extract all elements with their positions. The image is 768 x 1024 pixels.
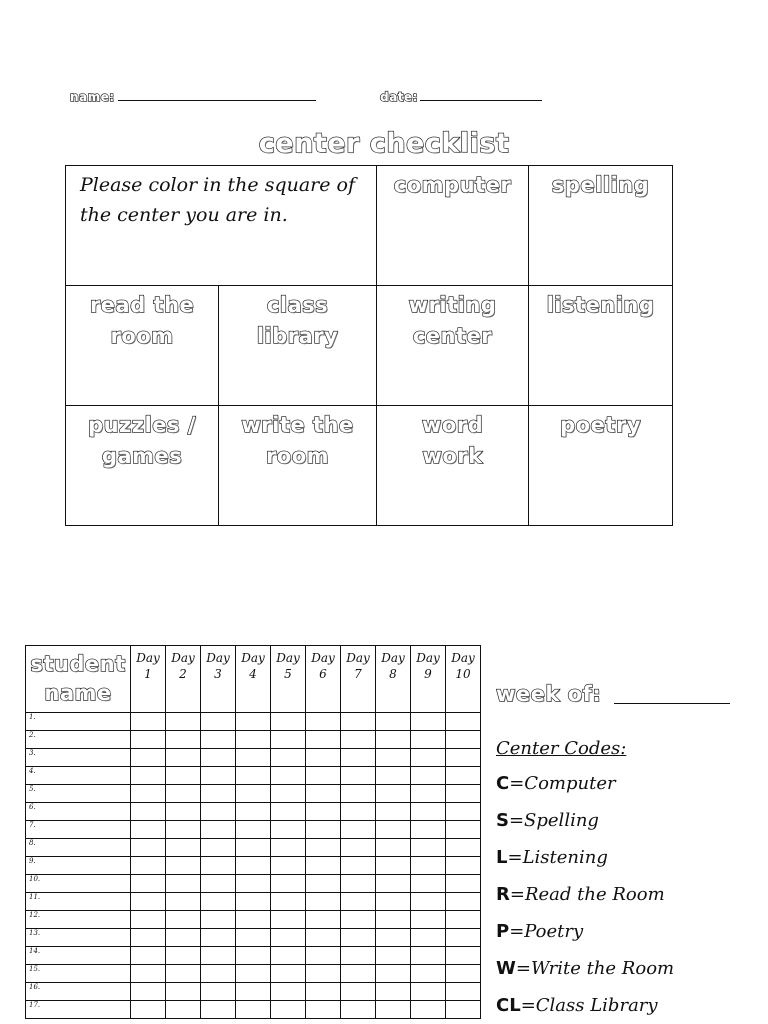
day-entry-cell[interactable] [446, 1001, 481, 1019]
day-entry-cell[interactable] [166, 713, 201, 731]
instructions-text: Please color in the square of the center you are in. [80, 174, 356, 226]
day-entry-cell[interactable] [236, 857, 271, 875]
day-entry-cell[interactable] [166, 893, 201, 911]
name-line [118, 100, 316, 101]
day-entry-cell[interactable] [341, 821, 376, 839]
day-entry-cell[interactable] [166, 983, 201, 1001]
day-header-7 [341, 646, 376, 713]
center-code-item [496, 958, 674, 979]
day-entry-cell[interactable] [166, 821, 201, 839]
day-entry-cell[interactable] [236, 731, 271, 749]
day-entry-cell[interactable] [411, 911, 446, 929]
day-header-5 [271, 646, 306, 713]
day-entry-cell[interactable] [131, 929, 166, 947]
day-entry-cell[interactable] [306, 947, 341, 965]
day-entry-cell[interactable] [201, 857, 236, 875]
day-number: 1 [144, 667, 152, 681]
day-entry-cell[interactable] [131, 785, 166, 803]
day-entry-cell[interactable] [376, 767, 411, 785]
day-entry-cell[interactable] [306, 803, 341, 821]
table-row [26, 929, 481, 947]
day-entry-cell[interactable] [411, 965, 446, 983]
day-entry-cell[interactable] [166, 1001, 201, 1019]
center-cell-read-the-room[interactable] [65, 285, 219, 406]
code-description: =Write the Room [515, 958, 675, 979]
day-entry-cell[interactable] [341, 875, 376, 893]
day-entry-cell[interactable] [236, 839, 271, 857]
center-cell-write-the-room[interactable] [218, 405, 377, 526]
center-tracking-table [25, 645, 481, 1019]
day-entry-cell[interactable] [271, 767, 306, 785]
table-row [26, 749, 481, 767]
day-entry-cell[interactable] [201, 893, 236, 911]
day-entry-cell[interactable] [376, 857, 411, 875]
day-entry-cell[interactable] [446, 731, 481, 749]
day-entry-cell[interactable] [271, 749, 306, 767]
day-entry-cell[interactable] [411, 731, 446, 749]
student-name-cell[interactable]: 9. [26, 857, 131, 875]
day-word: Day [206, 651, 230, 665]
center-label: word work [421, 413, 484, 468]
table-row [26, 821, 481, 839]
day-entry-cell[interactable] [446, 983, 481, 1001]
student-name-cell[interactable]: 6. [26, 803, 131, 821]
week-of-line [614, 703, 730, 704]
day-number: 10 [455, 667, 471, 681]
day-entry-cell[interactable] [341, 731, 376, 749]
center-code-item [496, 921, 583, 942]
student-name-cell[interactable]: 15. [26, 965, 131, 983]
day-entry-cell[interactable] [131, 965, 166, 983]
day-entry-cell[interactable] [166, 839, 201, 857]
day-entry-cell[interactable] [201, 749, 236, 767]
day-entry-cell[interactable] [271, 983, 306, 1001]
day-number: 2 [179, 667, 187, 681]
center-checklist-grid [65, 165, 673, 526]
day-entry-cell[interactable] [131, 911, 166, 929]
day-entry-cell[interactable] [411, 803, 446, 821]
day-number: 6 [319, 667, 327, 681]
day-entry-cell[interactable] [236, 767, 271, 785]
day-entry-cell[interactable] [446, 857, 481, 875]
day-entry-cell[interactable] [446, 839, 481, 857]
day-entry-cell[interactable] [411, 749, 446, 767]
day-entry-cell[interactable] [271, 785, 306, 803]
table-row [26, 965, 481, 983]
day-entry-cell[interactable] [341, 713, 376, 731]
day-header-8 [376, 646, 411, 713]
code-description: =Spelling [508, 810, 599, 831]
day-entry-cell[interactable] [376, 1001, 411, 1019]
day-entry-cell[interactable] [236, 821, 271, 839]
day-entry-cell[interactable] [341, 749, 376, 767]
day-entry-cell[interactable] [131, 857, 166, 875]
day-entry-cell[interactable] [376, 911, 411, 929]
day-word: Day [416, 651, 440, 665]
table-row [26, 803, 481, 821]
day-entry-cell[interactable] [271, 929, 306, 947]
day-number: 7 [354, 667, 362, 681]
center-label: spelling [551, 173, 650, 197]
day-entry-cell[interactable] [376, 785, 411, 803]
day-entry-cell[interactable] [411, 947, 446, 965]
day-word: Day [241, 651, 265, 665]
day-entry-cell[interactable] [131, 821, 166, 839]
center-label: computer [393, 173, 512, 197]
day-entry-cell[interactable] [376, 929, 411, 947]
day-entry-cell[interactable] [306, 875, 341, 893]
day-entry-cell[interactable] [236, 803, 271, 821]
day-entry-cell[interactable] [446, 947, 481, 965]
day-entry-cell[interactable] [236, 947, 271, 965]
day-entry-cell[interactable] [411, 875, 446, 893]
day-entry-cell[interactable] [411, 929, 446, 947]
day-entry-cell[interactable] [341, 857, 376, 875]
day-entry-cell[interactable] [236, 983, 271, 1001]
day-entry-cell[interactable] [341, 839, 376, 857]
day-word: Day [346, 651, 370, 665]
day-entry-cell[interactable] [411, 983, 446, 1001]
day-entry-cell[interactable] [201, 785, 236, 803]
day-entry-cell[interactable] [131, 839, 166, 857]
day-entry-cell[interactable] [236, 911, 271, 929]
center-cell-listening[interactable] [528, 285, 673, 406]
code-description: =Computer [509, 773, 616, 794]
day-header-6 [306, 646, 341, 713]
day-entry-cell[interactable] [166, 803, 201, 821]
center-cell-spelling[interactable] [528, 165, 673, 286]
student-name-cell[interactable]: 14. [26, 947, 131, 965]
day-entry-cell[interactable] [341, 947, 376, 965]
student-name-header: student name [26, 646, 131, 713]
center-label: read the room [89, 293, 195, 348]
student-name-cell[interactable]: 16. [26, 983, 131, 1001]
student-name-cell[interactable]: 11. [26, 893, 131, 911]
day-entry-cell[interactable] [271, 731, 306, 749]
student-name-cell[interactable]: 12. [26, 911, 131, 929]
day-entry-cell[interactable] [271, 875, 306, 893]
center-code-item [496, 884, 665, 905]
day-word: Day [381, 651, 405, 665]
day-entry-cell[interactable] [446, 911, 481, 929]
day-entry-cell[interactable] [341, 803, 376, 821]
day-entry-cell[interactable] [306, 785, 341, 803]
page-title: center checklist [258, 128, 510, 159]
day-entry-cell[interactable] [306, 893, 341, 911]
day-entry-cell[interactable] [306, 983, 341, 1001]
center-cell-word-work[interactable] [376, 405, 529, 526]
center-cell-computer[interactable] [376, 165, 529, 286]
day-entry-cell[interactable] [201, 767, 236, 785]
center-label: puzzles / games [88, 413, 196, 468]
student-name-cell[interactable]: 4. [26, 767, 131, 785]
day-entry-cell[interactable] [236, 713, 271, 731]
day-entry-cell[interactable] [306, 731, 341, 749]
day-entry-cell[interactable] [131, 731, 166, 749]
table-row [26, 1001, 481, 1019]
center-label: listening [546, 293, 655, 317]
center-label: write the room [241, 413, 354, 468]
day-entry-cell[interactable] [306, 1001, 341, 1019]
day-entry-cell[interactable] [166, 911, 201, 929]
table-row [26, 785, 481, 803]
day-entry-cell[interactable] [446, 929, 481, 947]
day-entry-cell[interactable] [166, 857, 201, 875]
student-name-cell[interactable]: 1. [26, 713, 131, 731]
day-header-3 [201, 646, 236, 713]
day-entry-cell[interactable] [131, 893, 166, 911]
day-entry-cell[interactable] [166, 875, 201, 893]
day-word: Day [136, 651, 160, 665]
day-word: Day [171, 651, 195, 665]
code-description: =Poetry [509, 921, 584, 942]
day-entry-cell[interactable] [306, 965, 341, 983]
day-header-9 [411, 646, 446, 713]
code-description: =Listening [507, 847, 608, 868]
student-name-cell[interactable]: 3. [26, 749, 131, 767]
day-entry-cell[interactable] [201, 983, 236, 1001]
day-entry-cell[interactable] [306, 767, 341, 785]
center-cell-writing-center[interactable] [376, 285, 529, 406]
student-name-cell[interactable]: 13. [26, 929, 131, 947]
day-entry-cell[interactable] [236, 893, 271, 911]
day-entry-cell[interactable] [166, 731, 201, 749]
code-letter: R [496, 884, 510, 905]
day-entry-cell[interactable] [446, 713, 481, 731]
day-entry-cell[interactable] [446, 875, 481, 893]
day-entry-cell[interactable] [341, 929, 376, 947]
day-entry-cell[interactable] [411, 839, 446, 857]
day-entry-cell[interactable] [376, 965, 411, 983]
day-entry-cell[interactable] [446, 767, 481, 785]
instructions-cell [65, 165, 377, 286]
day-header-1 [131, 646, 166, 713]
day-entry-cell[interactable] [376, 947, 411, 965]
code-letter: P [496, 921, 510, 942]
day-entry-cell[interactable] [236, 785, 271, 803]
table-row [26, 947, 481, 965]
date-line [420, 100, 542, 101]
day-entry-cell[interactable] [236, 749, 271, 767]
day-entry-cell[interactable] [201, 929, 236, 947]
day-number: 8 [389, 667, 397, 681]
day-entry-cell[interactable] [341, 893, 376, 911]
day-entry-cell[interactable] [131, 749, 166, 767]
day-number: 4 [249, 667, 257, 681]
day-entry-cell[interactable] [306, 839, 341, 857]
day-entry-cell[interactable] [341, 965, 376, 983]
day-entry-cell[interactable] [376, 803, 411, 821]
code-description: =Read the Room [509, 884, 665, 905]
day-entry-cell[interactable] [201, 875, 236, 893]
day-entry-cell[interactable] [271, 803, 306, 821]
day-entry-cell[interactable] [411, 821, 446, 839]
day-number: 3 [214, 667, 222, 681]
day-entry-cell[interactable] [201, 1001, 236, 1019]
day-entry-cell[interactable] [166, 767, 201, 785]
student-name-cell[interactable]: 10. [26, 875, 131, 893]
day-entry-cell[interactable] [271, 839, 306, 857]
day-word: Day [451, 651, 475, 665]
center-code-item [496, 810, 599, 831]
day-entry-cell[interactable] [236, 965, 271, 983]
center-code-item [496, 773, 616, 794]
day-entry-cell[interactable] [166, 947, 201, 965]
student-name-cell[interactable]: 2. [26, 731, 131, 749]
center-label: class library [256, 293, 339, 348]
day-entry-cell[interactable] [236, 875, 271, 893]
table-row [26, 713, 481, 731]
table-header-row [26, 646, 481, 713]
day-entry-cell[interactable] [201, 821, 236, 839]
table-row [26, 983, 481, 1001]
date-label: date: [380, 90, 418, 104]
day-entry-cell[interactable] [376, 713, 411, 731]
day-entry-cell[interactable] [306, 857, 341, 875]
day-entry-cell[interactable] [271, 965, 306, 983]
day-entry-cell[interactable] [271, 893, 306, 911]
day-entry-cell[interactable] [201, 911, 236, 929]
day-entry-cell[interactable] [341, 785, 376, 803]
day-word: Day [311, 651, 335, 665]
day-entry-cell[interactable] [446, 893, 481, 911]
day-entry-cell[interactable] [411, 1001, 446, 1019]
student-name-cell[interactable]: 5. [26, 785, 131, 803]
day-entry-cell[interactable] [411, 713, 446, 731]
student-name-cell[interactable]: 7. [26, 821, 131, 839]
day-entry-cell[interactable] [341, 1001, 376, 1019]
day-entry-cell[interactable] [271, 821, 306, 839]
day-entry-cell[interactable] [306, 821, 341, 839]
table-row [26, 839, 481, 857]
center-cell-puzzles-games[interactable] [65, 405, 219, 526]
day-entry-cell[interactable] [306, 929, 341, 947]
day-entry-cell[interactable] [131, 713, 166, 731]
center-codes-title: Center Codes: [496, 738, 627, 759]
table-row [26, 767, 481, 785]
day-entry-cell[interactable] [376, 893, 411, 911]
day-entry-cell[interactable] [376, 749, 411, 767]
day-entry-cell[interactable] [341, 983, 376, 1001]
table-body [26, 713, 481, 1019]
day-entry-cell[interactable] [131, 983, 166, 1001]
day-header-10 [446, 646, 481, 713]
day-entry-cell[interactable] [201, 839, 236, 857]
table-row [26, 893, 481, 911]
day-header-2 [166, 646, 201, 713]
code-letter: W [496, 958, 516, 979]
day-entry-cell[interactable] [341, 767, 376, 785]
day-entry-cell[interactable] [201, 803, 236, 821]
day-entry-cell[interactable] [131, 1001, 166, 1019]
day-entry-cell[interactable] [201, 947, 236, 965]
day-entry-cell[interactable] [376, 983, 411, 1001]
day-entry-cell[interactable] [306, 749, 341, 767]
day-entry-cell[interactable] [131, 875, 166, 893]
table-row [26, 857, 481, 875]
day-number: 5 [284, 667, 292, 681]
day-entry-cell[interactable] [271, 857, 306, 875]
day-entry-cell[interactable] [201, 965, 236, 983]
week-of-label: week of: [496, 682, 602, 706]
table-row [26, 875, 481, 893]
day-entry-cell[interactable] [271, 1001, 306, 1019]
day-entry-cell[interactable] [271, 911, 306, 929]
code-description: =Class Library [520, 995, 658, 1016]
day-entry-cell[interactable] [446, 785, 481, 803]
day-word: Day [276, 651, 300, 665]
code-letter: CL [496, 995, 521, 1016]
table-row [26, 911, 481, 929]
day-entry-cell[interactable] [201, 731, 236, 749]
day-entry-cell[interactable] [411, 857, 446, 875]
day-entry-cell[interactable] [376, 839, 411, 857]
day-entry-cell[interactable] [446, 803, 481, 821]
day-entry-cell[interactable] [166, 785, 201, 803]
day-entry-cell[interactable] [446, 965, 481, 983]
student-name-cell[interactable]: 17. [26, 1001, 131, 1019]
center-cell-poetry[interactable] [528, 405, 673, 526]
day-entry-cell[interactable] [201, 713, 236, 731]
day-entry-cell[interactable] [236, 1001, 271, 1019]
day-entry-cell[interactable] [306, 911, 341, 929]
day-entry-cell[interactable] [446, 749, 481, 767]
day-entry-cell[interactable] [271, 947, 306, 965]
day-entry-cell[interactable] [341, 911, 376, 929]
day-number: 9 [424, 667, 432, 681]
day-entry-cell[interactable] [411, 785, 446, 803]
center-code-item [496, 847, 608, 868]
day-entry-cell[interactable] [411, 893, 446, 911]
day-entry-cell[interactable] [376, 821, 411, 839]
day-entry-cell[interactable] [131, 767, 166, 785]
day-entry-cell[interactable] [236, 929, 271, 947]
day-entry-cell[interactable] [166, 749, 201, 767]
day-entry-cell[interactable] [271, 713, 306, 731]
center-label: poetry [560, 413, 641, 437]
day-entry-cell[interactable] [411, 767, 446, 785]
table-row [26, 731, 481, 749]
center-cell-class-library[interactable] [218, 285, 377, 406]
day-entry-cell[interactable] [306, 713, 341, 731]
code-letter: C [496, 773, 510, 794]
day-entry-cell[interactable] [131, 803, 166, 821]
day-entry-cell[interactable] [376, 731, 411, 749]
name-label: name: [70, 90, 115, 104]
student-name-cell[interactable]: 8. [26, 839, 131, 857]
code-letter: L [496, 847, 508, 868]
day-entry-cell[interactable] [166, 965, 201, 983]
day-entry-cell[interactable] [166, 929, 201, 947]
day-entry-cell[interactable] [131, 947, 166, 965]
code-letter: S [496, 810, 509, 831]
day-entry-cell[interactable] [376, 875, 411, 893]
center-label: writing center [408, 293, 497, 348]
center-code-item [496, 995, 658, 1016]
day-entry-cell[interactable] [446, 821, 481, 839]
day-header-4 [236, 646, 271, 713]
